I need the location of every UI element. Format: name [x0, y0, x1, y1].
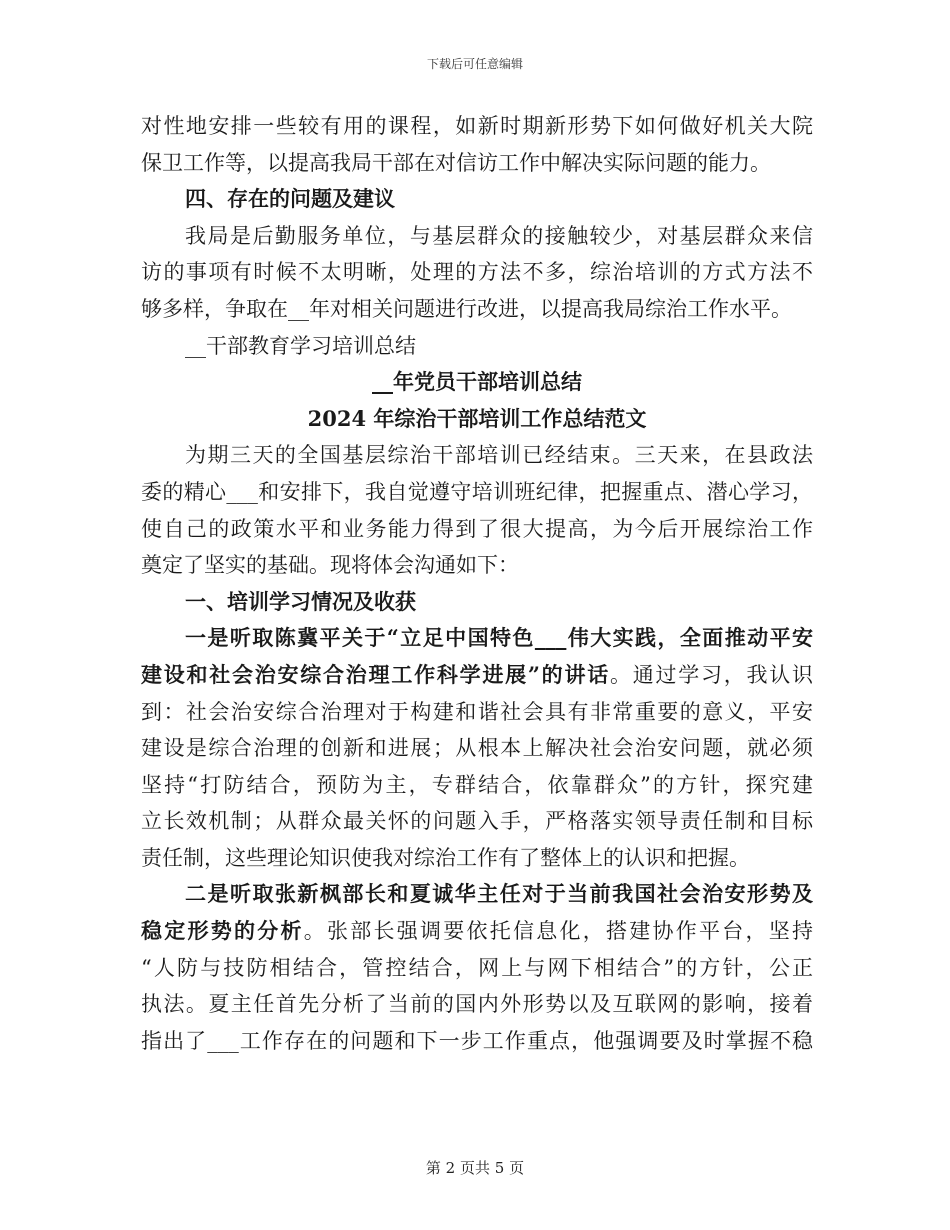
text-line: 我局是后勤服务单位，与基层群众的接触较少，对基层群众来信	[185, 223, 813, 248]
text-segment: 。张部长强调要依托信息化，搭建协作平台，坚持	[303, 919, 813, 944]
text-line: __年党员干部培训总结	[372, 369, 582, 395]
text-line: 立长效机制；从群众最关怀的问题入手，严格落实领导责任制和目标	[141, 809, 813, 834]
text-line: 为期三天的全国基层综治干部培训已经结束。三天来，在县政法	[185, 443, 813, 468]
text-segment: 。通过学习，我认识	[609, 662, 813, 687]
text-line	[141, 657, 813, 694]
text-line: “人防与技防相结合，管控结合，网上与网下相结合”的方针，公正	[141, 955, 813, 980]
text-line	[141, 876, 813, 913]
text-line: 责任制，这些理论知识使我对综治工作有了整体上的认识和把握。	[141, 845, 750, 870]
text-line: 奠定了坚实的基础。现将体会沟通如下：	[141, 553, 519, 578]
bold-text-segment: 二是听取张新枫部长和夏诚华主任对于当前我国社会治安形势及	[185, 881, 813, 907]
text-line	[141, 620, 813, 657]
text-line: __干部教育学习培训总结	[185, 333, 416, 358]
text-line: 委的精心___和安排下，我自觉遵守培训班纪律，把握重点、潜心学习，	[141, 479, 813, 504]
text-line: 坚持“打防结合，预防为主，专群结合，依靠群众”的方针，探究建	[141, 772, 813, 797]
text-line: 建设是综合治理的创新和进展；从根本上解决社会治安问题，就必须	[141, 736, 813, 761]
text-line: 对性地安排一些较有用的课程，如新时期新形势下如何做好机关大院	[141, 114, 813, 138]
page-number: 第 2 页共 5 页	[425, 1159, 525, 1177]
text-line: 使自己的政策水平和业务能力得到了很大提高，为今后开展综治工作	[141, 516, 813, 541]
text-line: 访的事项有时候不太明晰，处理的方法不多，综治培训的方式方法不	[141, 260, 813, 285]
text-line: 到：社会治安综合治理对于构建和谐社会具有非常重要的意义，平安	[141, 699, 813, 724]
text-line: 四、存在的问题及建议	[185, 186, 395, 212]
bold-text-segment: 一是听取陈冀平关于“立足中国特色___伟大实践，全面推动平安	[185, 625, 813, 651]
text-line: 够多样，争取在__年对相关问题进行改进，以提高我局综治工作水平。	[141, 296, 792, 321]
text-line: 执法。夏主任首先分析了当前的国内外形势以及互联网的影响，接着	[141, 992, 813, 1017]
text-line: 保卫工作等，以提高我局干部在对信访工作中解决实际问题的能力。	[141, 150, 771, 175]
text-line: 一、培训学习情况及收获	[185, 588, 416, 614]
text-line: 指出了___工作存在的问题和下一步工作重点，他强调要及时掌握不稳	[141, 1028, 813, 1053]
bold-text-segment: 建设和社会治安综合治理工作科学进展”的讲话	[141, 661, 610, 687]
page-header: 下载后可任意编辑	[426, 57, 523, 71]
bold-text-segment: 稳定形势的分析	[141, 918, 304, 944]
text-line	[141, 913, 813, 950]
document-body	[141, 108, 813, 1059]
text-line: 2024 年综治干部培训工作总结范文	[307, 405, 647, 431]
